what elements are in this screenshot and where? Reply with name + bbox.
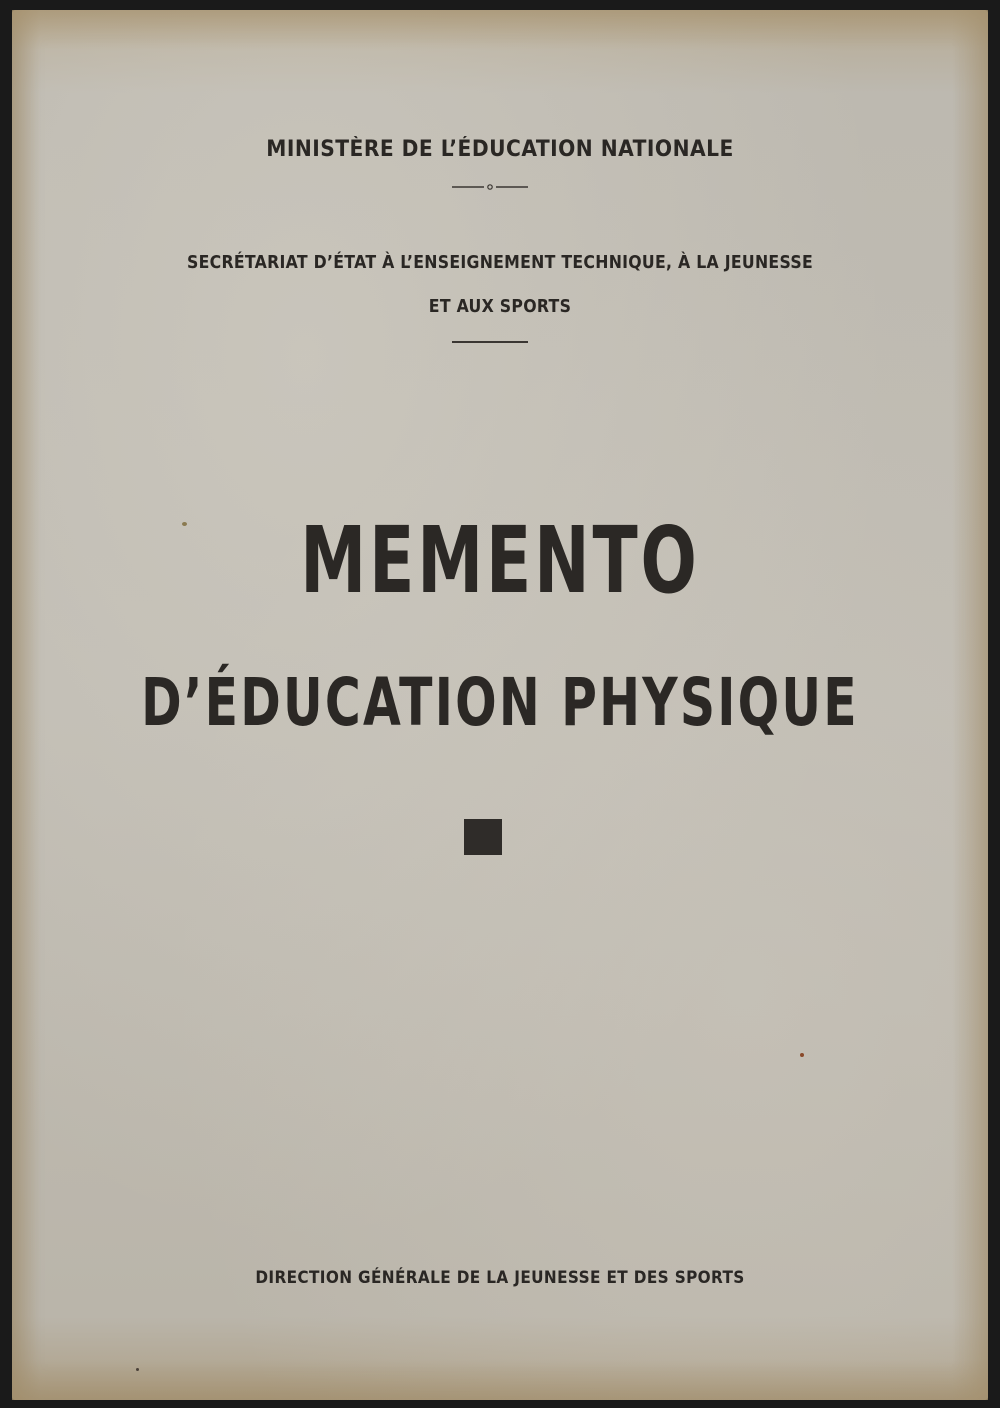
- paper-speck: [136, 1368, 139, 1371]
- divider-rule: [452, 341, 528, 343]
- black-square-ornament: [464, 819, 502, 855]
- paper-speck: [800, 1053, 804, 1057]
- title-subtitle: D’ÉDUCATION PHYSIQUE: [141, 664, 859, 741]
- ornament-divider: [452, 184, 528, 190]
- paper-edge-bottom: [12, 1360, 988, 1400]
- paper-edge-top: [12, 10, 988, 50]
- paper-edge-right: [952, 10, 988, 1400]
- publisher-line: DIRECTION GÉNÉRALE DE LA JEUNESSE ET DES SPORTS: [255, 1268, 745, 1288]
- book-cover: [12, 10, 988, 1400]
- secretariat-line-2: ET AUX SPORTS: [428, 297, 572, 317]
- title-memento: MEMENTO: [300, 507, 700, 614]
- paper-edge-left: [12, 10, 40, 1400]
- secretariat-line-1: SECRÉTARIAT D’ÉTAT À L’ENSEIGNEMENT TECHNIQUE, À LA JEUNESSE: [186, 253, 814, 273]
- ministry-heading: MINISTÈRE DE L’ÉDUCATION NATIONALE: [266, 137, 734, 162]
- paper-speck: [182, 522, 187, 526]
